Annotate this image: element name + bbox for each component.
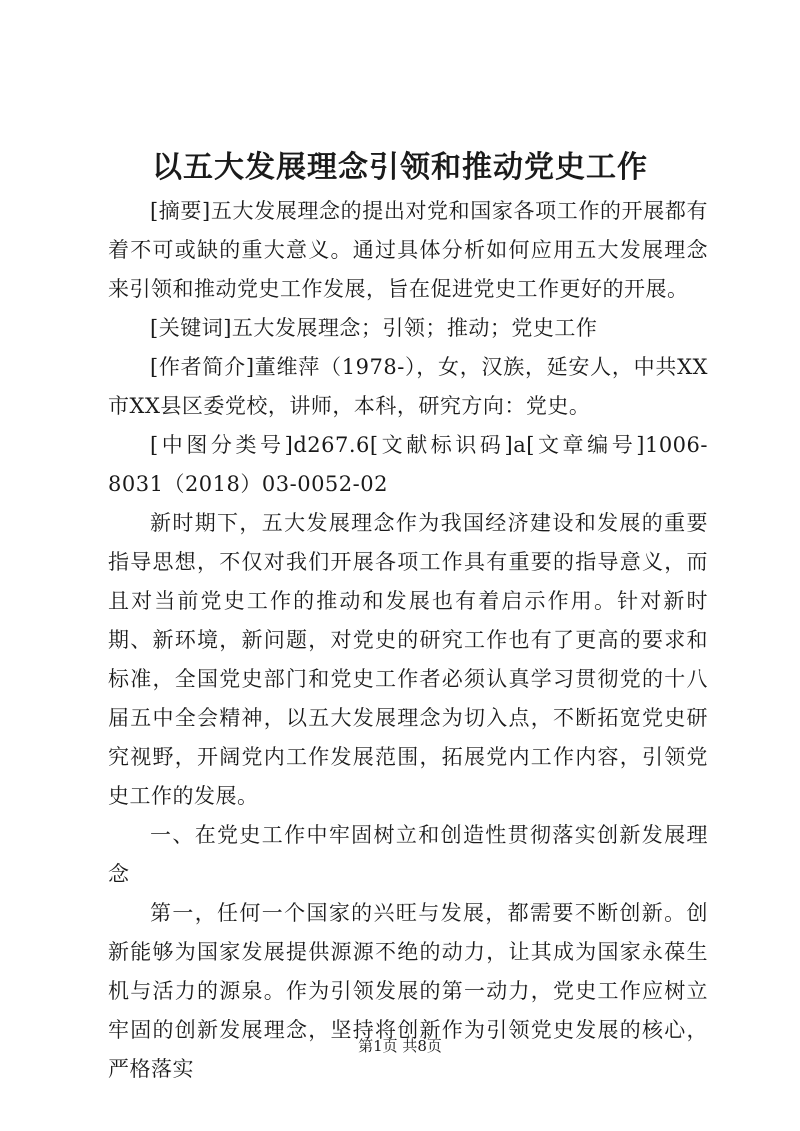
page-footer: 第1页 共8页 [358,1037,442,1055]
keywords-paragraph: [关键词]五大发展理念；引领；推动；党史工作 [150,316,598,340]
document-body [108,192,708,1089]
author-bio-paragraph: [作者简介]董维萍（1978-），女，汉族，延安人，中共XX市XX县区委党校，讲师，本科，研究方向：党史。 [108,355,708,418]
intro-paragraph: 新时期下，五大发展理念作为我国经济建设和发展的重要指导思想，不仅对我们开展各项工作具有重要的指导意义，而且对当前党史工作的推动和发展也有着启示作用。针对新时期、新环境，新问题，对党史的研究工作也有了更高的要求和标准，全国党史部门和党史工作者必须认真学习贯彻党的十八届五中全会精神，以五大发展理念为切入点，不断拓宽党史研究视野，开阔党内工作发展范围，拓展党内工作内容，引领党史工作的发展。 [108,511,708,808]
abstract-paragraph: [摘要]五大发展理念的提出对党和国家各项工作的开展都有着不可或缺的重大意义。通过具体分析如何应用五大发展理念来引领和推动党史工作发展，旨在促进党史工作更好的开展。 [108,199,708,301]
section-heading: 一、在党史工作中牢固树立和创造性贯彻落实创新发展理念 [108,823,708,886]
document-title: 以五大发展理念引领和推动党史工作 [152,150,648,185]
section-paragraph: 第一，任何一个国家的兴旺与发展，都需要不断创新。创新能够为国家发展提供源源不绝的动力，让其成为国家永葆生机与活力的源泉。作为引领发展的第一动力，党史工作应树立牢固的创新发展理念，坚持将创新作为引领党史发展的核心，严格落实 [108,901,708,1081]
classification-paragraph: [中图分类号]d267.6[文献标识码]a[文章编号]1006-8031（2018）03-0052-02 [108,433,708,496]
